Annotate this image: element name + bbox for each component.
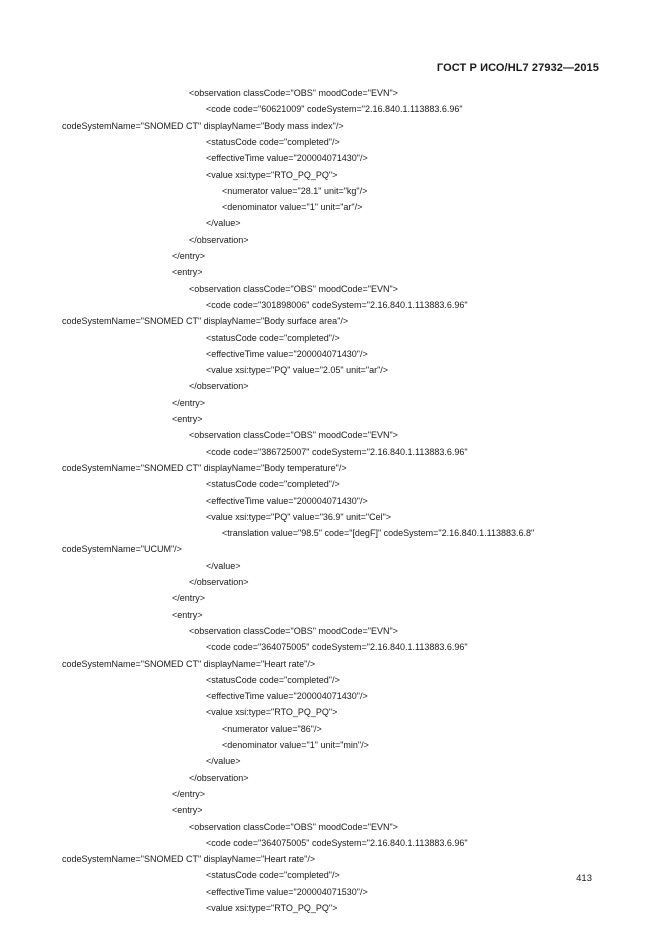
code-line: <code code="301898006" codeSystem="2.16.840.1.113883.6.96"	[206, 299, 468, 310]
code-line: codeSystemName="SNOMED CT" displayName="Body surface area"/>	[62, 316, 349, 327]
document-header: ГОСТ Р ИСО/HL7 27932—2015	[436, 62, 599, 74]
code-line: <value xsi:type="RTO_PQ_PQ">	[206, 169, 338, 180]
code-line: <statusCode code="completed"/>	[206, 479, 340, 490]
code-line: codeSystemName="SNOMED CT" displayName="Body mass index"/>	[62, 120, 344, 131]
page-number: 413	[576, 873, 592, 884]
code-line: <entry>	[172, 267, 203, 278]
code-line: <observation classCode="OBS" moodCode="EVN">	[189, 625, 398, 636]
code-line: </observation>	[189, 772, 249, 783]
code-line: <effectiveTime value="200004071430"/>	[206, 495, 368, 506]
code-line: <statusCode code="completed"/>	[206, 870, 340, 881]
code-line: <statusCode code="completed"/>	[206, 674, 340, 685]
code-line: <value xsi:type="RTO_PQ_PQ">	[206, 903, 338, 913]
code-line: </entry>	[172, 788, 206, 799]
code-line: <observation classCode="OBS" moodCode="EVN">	[189, 821, 398, 832]
code-line: <entry>	[172, 805, 203, 816]
code-line: codeSystemName="SNOMED CT" displayName="Heart rate"/>	[62, 854, 316, 865]
code-line: <entry>	[172, 414, 203, 424]
code-line: <numerator value="28.1" unit="kg"/>	[222, 185, 368, 196]
code-line: <effectiveTime value="200004071530"/>	[206, 886, 368, 897]
code-line: </entry>	[172, 397, 206, 408]
code-line: <denominator value="1" unit="ar"/>	[222, 202, 363, 213]
code-line: <code code="364075005" codeSystem="2.16.840.1.113883.6.96"	[206, 837, 468, 848]
code-line: <value xsi:type="PQ" value="2.05" unit="ar"/>	[206, 365, 389, 376]
code-line: <translation value="98.5" code="[degF]" codeSystem="2.16.840.1.113883.6.8"	[222, 528, 535, 539]
code-line: <effectiveTime value="200004071430"/>	[206, 691, 368, 702]
code-line: codeSystemName="UCUM"/>	[62, 544, 182, 555]
code-line: <value xsi:type="RTO_PQ_PQ">	[206, 707, 338, 718]
code-line: <code code="386725007" codeSystem="2.16.840.1.113883.6.96"	[206, 446, 468, 457]
code-line: codeSystemName="SNOMED CT" displayName="Heart rate"/>	[62, 658, 316, 669]
code-line: </observation>	[189, 381, 249, 392]
code-line: <observation classCode="OBS" moodCode="EVN">	[189, 283, 398, 294]
code-line: <statusCode code="completed"/>	[206, 136, 340, 147]
code-line: </value>	[206, 218, 241, 229]
code-line: <effectiveTime value="200004071430"/>	[206, 153, 368, 164]
code-line: </observation>	[189, 577, 249, 587]
code-line: </entry>	[172, 593, 206, 604]
code-line: <denominator value="1" unit="min"/>	[222, 740, 369, 750]
code-line: <entry>	[172, 609, 203, 620]
code-line: <observation classCode="OBS" moodCode="EVN">	[189, 88, 398, 98]
code-line: </value>	[206, 560, 241, 571]
code-line: <statusCode code="completed"/>	[206, 332, 340, 343]
code-line: <value xsi:type="PQ" value="36.9" unit="Cel">	[206, 511, 392, 522]
code-line: </value>	[206, 756, 241, 767]
code-line: <numerator value="86"/>	[222, 723, 322, 734]
code-line: </entry>	[172, 251, 206, 261]
code-line: <code code="364075005" codeSystem="2.16.840.1.113883.6.96"	[206, 642, 468, 653]
code-line: <effectiveTime value="200004071430"/>	[206, 348, 368, 359]
code-line: <observation classCode="OBS" moodCode="EVN">	[189, 430, 398, 441]
code-line: </observation>	[189, 234, 249, 245]
code-line: <code code="60621009" codeSystem="2.16.840.1.113883.6.96"	[206, 104, 463, 115]
code-line: codeSystemName="SNOMED CT" displayName="Body temperature"/>	[62, 462, 347, 473]
